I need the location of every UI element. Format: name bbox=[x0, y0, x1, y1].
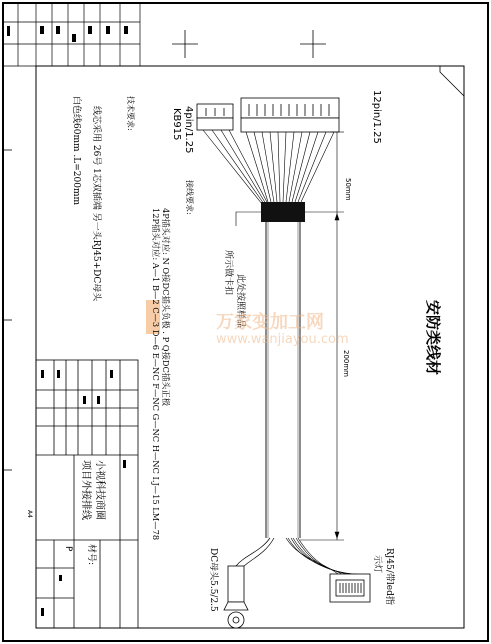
left-margin-ticks bbox=[3, 150, 12, 470]
top-header-strip bbox=[3, 3, 140, 66]
dc-label: DC母头5.5/2.5 bbox=[208, 548, 218, 612]
wire-bundle bbox=[203, 130, 334, 204]
dimension-50mm bbox=[305, 132, 344, 212]
top-strip-marks bbox=[7, 26, 128, 42]
rj45-label-1: RJ45/带led指 bbox=[384, 548, 394, 605]
dc-jack bbox=[224, 566, 248, 628]
tech-line-1: 线芯采用 26号 1芯双插端 另一头RJ45+DC母头 bbox=[91, 106, 101, 302]
crimp-note-1: 此处按照样品 bbox=[235, 274, 245, 329]
title-block-company: 小视科技商圈 bbox=[94, 460, 105, 520]
wire-fanout-dc bbox=[236, 538, 274, 570]
crimp-note-2: 所示做卡扣 bbox=[223, 250, 233, 296]
cable-sheath bbox=[266, 222, 300, 538]
frame-notch bbox=[440, 66, 464, 96]
wiring-heading: 接线要求: bbox=[185, 180, 194, 215]
wiring-12p: 12P插头对应: A—1 B—2 C—3 D—6 E—NC F—NC G—NC H—NC I.J—15 LM—78 bbox=[151, 208, 161, 541]
title-block-sheet: A4 bbox=[26, 510, 33, 518]
crimp-block bbox=[261, 202, 305, 222]
title-block-project: 项目外接排线 bbox=[80, 460, 91, 520]
crimp-leader bbox=[236, 212, 261, 226]
drawing-title: 安防类线材 bbox=[424, 300, 442, 376]
connector-4pin-label: 4pin/1.25 bbox=[183, 106, 194, 154]
part-code: KB915 bbox=[171, 108, 182, 141]
rj45-jack bbox=[330, 574, 370, 602]
dim-200-label: 200mm bbox=[342, 350, 350, 377]
title-block-p: P bbox=[63, 546, 73, 552]
tech-heading: 技术要求: bbox=[126, 96, 135, 131]
wire-fanout-rj45 bbox=[286, 538, 358, 574]
title-block-material: 材号: bbox=[86, 544, 96, 566]
dimension-200mm bbox=[300, 212, 344, 540]
watermark-url: www.wanjiayou.com bbox=[216, 332, 349, 347]
connector-12pin-label: 12pin/1.25 bbox=[371, 90, 382, 144]
rj45-label-2: 示灯 bbox=[372, 555, 382, 574]
connector-12pin bbox=[241, 98, 339, 132]
registration-marks bbox=[172, 30, 326, 58]
watermark-cn: 万家变加工网 bbox=[216, 312, 324, 333]
connector-4pin bbox=[197, 104, 233, 130]
tech-line-2: 白色线60mm .L=200mm bbox=[71, 96, 81, 206]
dim-50-label: 50mm bbox=[344, 178, 352, 201]
wiring-4p: 4P插头对应: N O接DC插头负极 . P Q接DC插头正极 bbox=[161, 208, 171, 407]
